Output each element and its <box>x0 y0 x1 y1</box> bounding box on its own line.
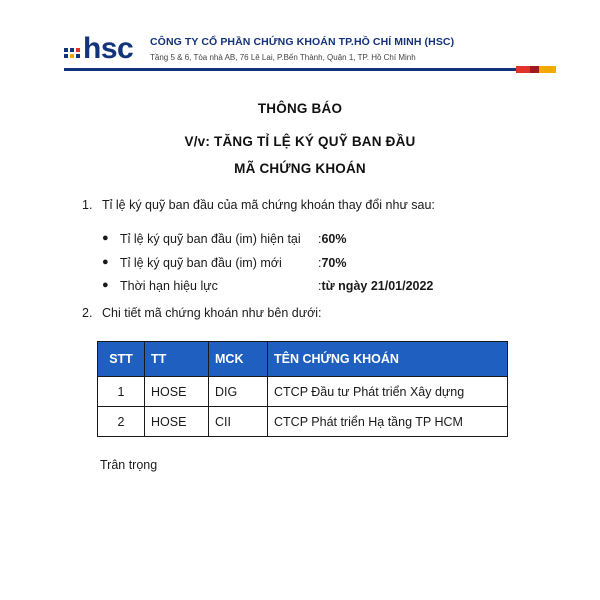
bullet-separator: : <box>318 256 322 270</box>
bullet-effective-date <box>102 279 433 293</box>
closing-remark: Trân trọng <box>100 458 158 472</box>
header-accent-darkred <box>530 66 539 73</box>
header-divider <box>64 68 516 71</box>
section-1-heading <box>82 198 435 212</box>
bullet-label: Tỉ lệ ký quỹ ban đầu (im) mới <box>120 256 282 270</box>
cell-stt: 2 <box>98 407 145 437</box>
header-stt: STT <box>98 342 145 377</box>
header-tt: TT <box>145 342 209 377</box>
logo-dot <box>64 48 68 52</box>
hsc-logo <box>64 32 134 65</box>
bullet-separator: : <box>318 279 322 293</box>
document-subject: V/v: TĂNG TỈ LỆ KÝ QUỸ BAN ĐẦU <box>184 134 416 149</box>
bullet-label: Thời hạn hiệu lực <box>120 279 218 293</box>
bullet-value: 70% <box>321 256 347 270</box>
cell-stt: 1 <box>98 377 145 407</box>
company-info <box>150 36 570 62</box>
cell-mck: DIG <box>209 377 268 407</box>
bullet-dot-icon: ● <box>102 279 109 291</box>
logo-wordmark: hsc <box>83 32 134 65</box>
logo-dot <box>76 48 80 52</box>
header-mck: MCK <box>209 342 268 377</box>
section-1-text: Tỉ lệ ký quỹ ban đầu của mã chứng khoán thay đổi như sau: <box>102 198 435 212</box>
bullet-value: 60% <box>321 232 347 246</box>
bullet-label: Tỉ lệ ký quỹ ban đầu (im) hiện tại <box>120 232 301 246</box>
bullet-new-ratio <box>102 256 347 270</box>
bullet-dot-icon: ● <box>102 232 109 244</box>
cell-tt: HOSE <box>145 407 209 437</box>
bullet-current-ratio <box>102 232 347 246</box>
logo-dots-icon <box>64 48 80 58</box>
bullet-separator: : <box>318 232 322 246</box>
logo-dot <box>70 48 74 52</box>
logo-dot <box>76 54 80 58</box>
section-1-number: 1. <box>82 198 93 212</box>
cell-mck: CII <box>209 407 268 437</box>
table-row <box>98 377 508 407</box>
bullet-value: từ ngày 21/01/2022 <box>321 279 434 293</box>
section-2-number: 2. <box>82 306 93 320</box>
document-title: THÔNG BÁO <box>257 101 343 116</box>
securities-table <box>97 341 508 437</box>
cell-name: CTCP Phát triển Hạ tầng TP HCM <box>268 407 508 437</box>
header-accent-red <box>516 66 530 73</box>
table-header-row <box>98 342 508 377</box>
bullet-dot-icon: ● <box>102 256 109 268</box>
document-subtitle: MÃ CHỨNG KHOÁN <box>234 161 366 176</box>
logo-dot <box>64 54 68 58</box>
section-2-heading <box>82 306 322 320</box>
header-name: TÊN CHỨNG KHOÁN <box>268 342 508 377</box>
logo-dot <box>70 54 74 58</box>
cell-name: CTCP Đầu tư Phát triển Xây dựng <box>268 377 508 407</box>
cell-tt: HOSE <box>145 377 209 407</box>
header-accent-yellow <box>539 66 556 73</box>
company-address: Tầng 5 & 6, Tòa nhà AB, 76 Lê Lai, P.Bến Thành, Quận 1, TP. Hồ Chí Minh <box>150 53 416 62</box>
table-row <box>98 407 508 437</box>
section-2-text: Chi tiết mã chứng khoán như bên dưới: <box>102 306 322 320</box>
company-name: CÔNG TY CỔ PHẦN CHỨNG KHOÁN TP.HỒ CHÍ MINH (HSC) <box>150 36 455 48</box>
